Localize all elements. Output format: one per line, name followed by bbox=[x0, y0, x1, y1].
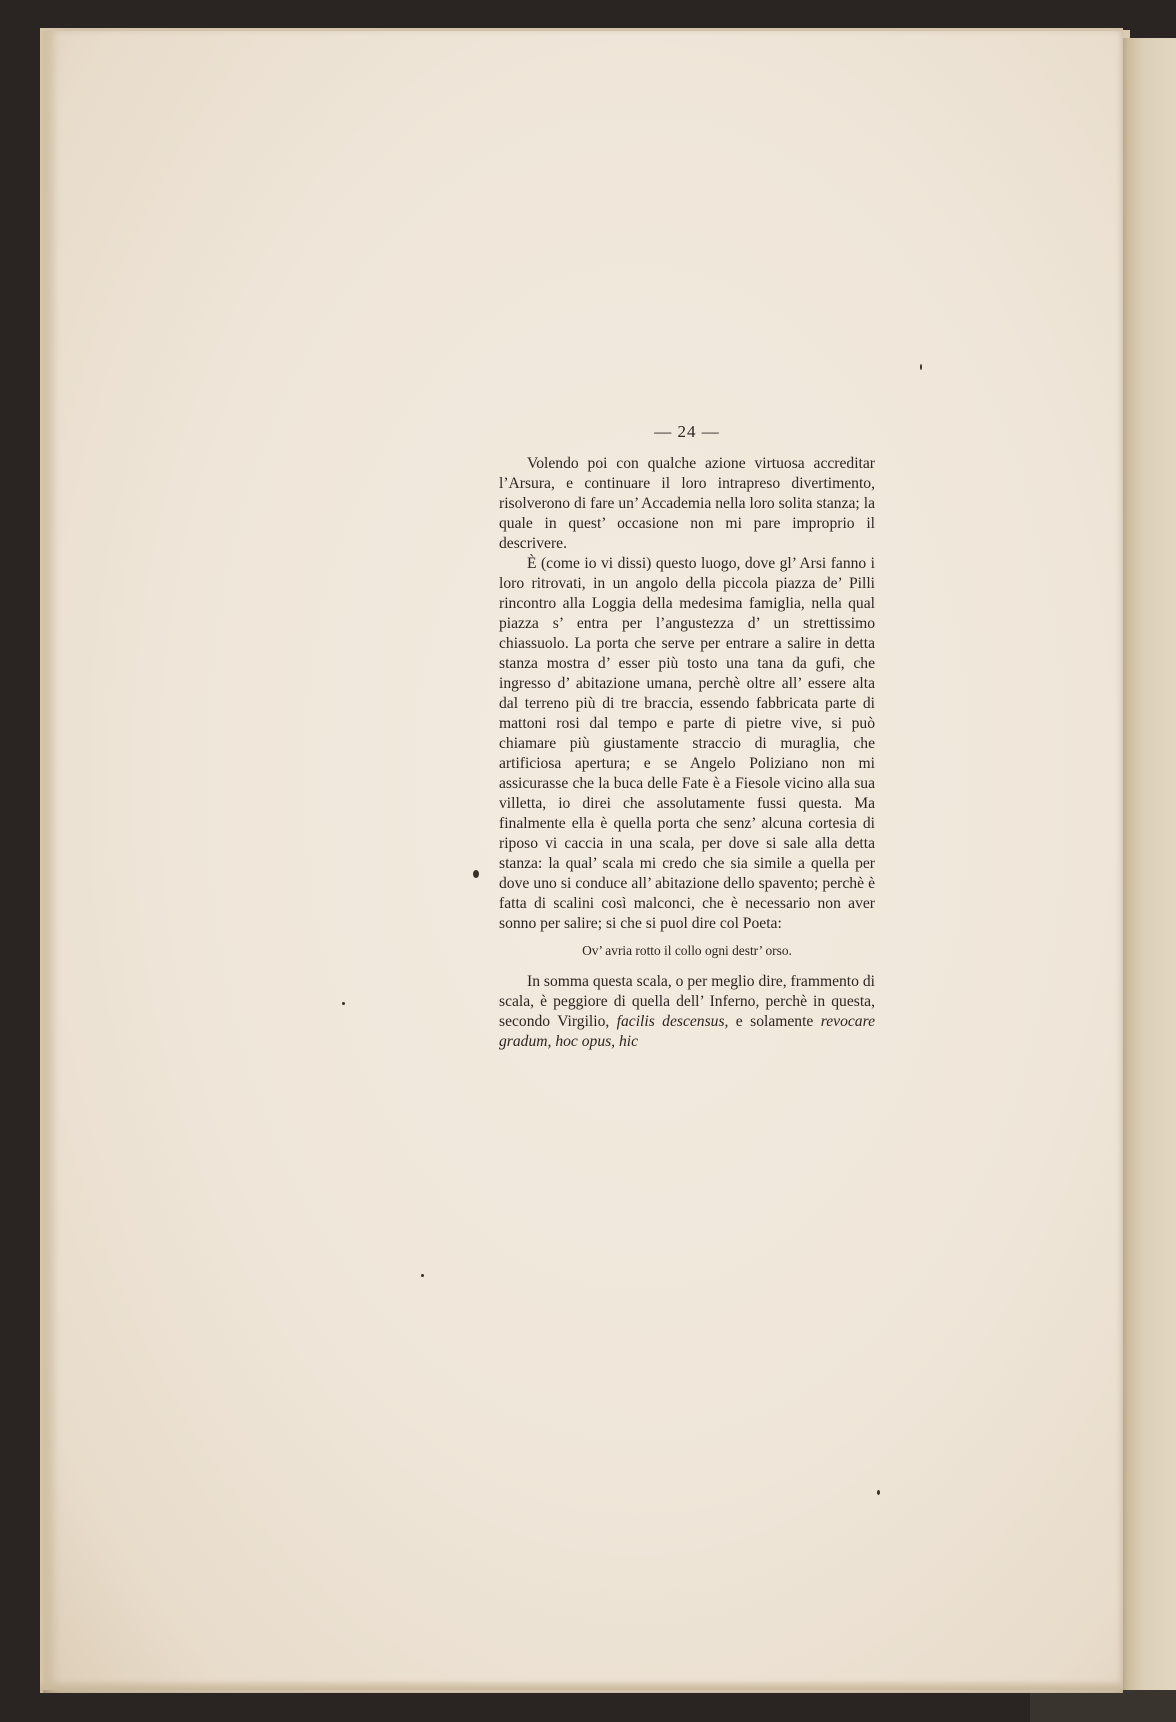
ink-speck bbox=[421, 1274, 424, 1277]
paragraph-1: Volendo poi con qualche azione virtuosa accreditar l’Arsura, e continuare il loro intrapreso divertimento, risolverono di fare un’ Accademia nella loro solita stanza; la quale in quest’ occasione non mi pare improprio il descrivere. bbox=[499, 455, 875, 552]
facing-page-strip bbox=[1118, 38, 1176, 1718]
italic-phrase-facilis: facilis descensus, bbox=[616, 1013, 729, 1030]
text-column bbox=[499, 422, 875, 1052]
page-left-fold bbox=[40, 28, 58, 1690]
page-number: — 24 — bbox=[654, 422, 720, 441]
page-bottom-edge bbox=[40, 1680, 1120, 1690]
ink-speck bbox=[877, 1490, 880, 1495]
paragraph-3-text-a: In somma questa scala, o per meglio dire, frammento di scala, è peggiore di quella dell’ Inferno, perchè in questa, secondo Virgilio, bbox=[499, 973, 875, 1030]
ink-speck bbox=[473, 870, 479, 878]
ink-speck bbox=[920, 364, 922, 370]
paragraph-2: È (come io vi dissi) questo luogo, dove gl’ Arsi fanno i loro ritrovati, in un angolo della piccola piazza de’ Pilli rincontro alla Loggia della medesima famiglia, nella qual piazza s’ entra per l’angustezza d’ un strettissimo chiassuolo. La porta che serve per entrare a salire in detta stanza mostra d’ esser più tosto una tana da gufi, che ingresso d’ abitazione umana, perchè oltre all’ essere alta dal terreno più di tre braccia, essendo fabbricata parte di mattoni rosi dal tempo e parte di pietre vive, si può chiamare più giustamente straccio di muraglia, che artificiosa apertura; e se Angelo Poliziano non mi assicurasse che la buca delle Fate è a Fiesole vicino alla sua villetta, io direi che assolutamente fussi questa. Ma finalmente ella è quella porta che senz’ alcuna cortesia di riposo vi caccia in una scala, per dove si sale alla detta stanza: la qual’ scala mi credo che sia simile a quella per dove uno si conduce all’ abitazione dello spavento; perchè è fatta di scalini così malconci, che è necessario non aver sonno per salire; si che si puol dire col Poeta: bbox=[499, 555, 875, 932]
verse-quotation: Ov’ avria rotto il collo ogni destr’ orso. bbox=[582, 943, 792, 958]
background-corner bbox=[1030, 1690, 1176, 1722]
ink-speck bbox=[342, 1002, 345, 1005]
italic-phrase-revocare: revocare gradum, hoc opus, hic bbox=[499, 1013, 875, 1050]
paragraph-3 bbox=[499, 972, 875, 1052]
paragraph-3-text-b: e solamente bbox=[728, 1013, 821, 1030]
